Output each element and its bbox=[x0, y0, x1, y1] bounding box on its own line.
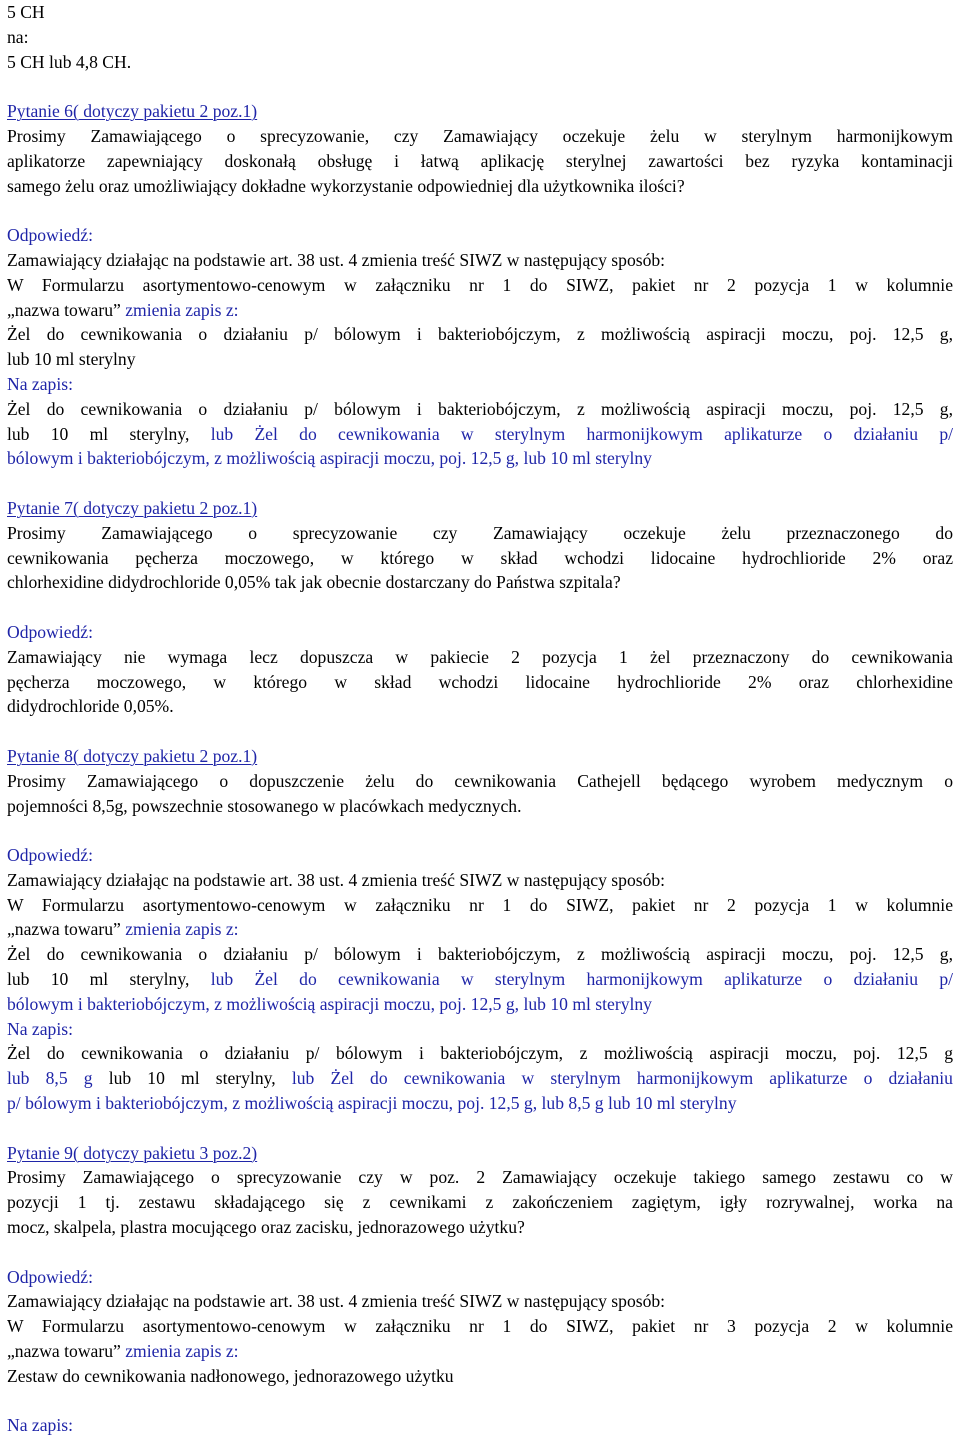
answer-text bbox=[7, 422, 953, 447]
spacer bbox=[7, 198, 953, 223]
question-heading bbox=[7, 1141, 953, 1166]
answer-text: W Formularzu asortymentowo-cenowym w załączniku nr 1 do SIWZ, pakiet nr 3 pozycja 2 w kolumnie bbox=[7, 1316, 953, 1337]
answer-text bbox=[7, 1339, 953, 1364]
spacer bbox=[7, 1389, 953, 1414]
column-name: „nazwa towaru” bbox=[7, 1341, 121, 1362]
added-text: p/ bólowym i bakteriobójczym, z możliwością aspiracji moczu, poj. 12,5 g, lub 8,5 g lub 10 ml sterylny bbox=[7, 1093, 737, 1114]
answer-text: Zamawiający działając na podstawie art. 38 ust. 4 zmienia treść SIWZ w następujący sposób: bbox=[7, 1291, 666, 1312]
question-6-heading: Pytanie 6( dotyczy pakietu 2 poz.1) bbox=[7, 101, 258, 122]
answer-text: Zestaw do cewnikowania nadłonowego, jednorazowego użytku bbox=[7, 1365, 454, 1386]
spacer bbox=[7, 471, 953, 496]
question-text: pozycji 1 tj. zestawu składającego się z cewnikami z zakończeniem zagiętym, igły rozrywalnej, worka na bbox=[7, 1192, 953, 1213]
answer-text: Żel do cewnikowania o działaniu p/ bólowym i bakteriobójczym, z możliwością aspiracji moczu, poj. 12,5 g bbox=[7, 1043, 953, 1064]
answer-text: didydrochloride 0,05%. bbox=[7, 696, 174, 717]
question-text: Prosimy Zamawiającego o sprecyzowanie, czy Zamawiający oczekuje żelu w sterylnym harmonijkowym bbox=[7, 125, 953, 146]
answer-text bbox=[7, 917, 953, 942]
spacer bbox=[7, 818, 953, 843]
spacer bbox=[7, 74, 953, 99]
added-text: bólowym i bakteriobójczym, z możliwością aspiracji moczu, poj. 12,5 g, lub 10 ml sterylny bbox=[7, 448, 652, 469]
answer-text: Żel do cewnikowania o działaniu p/ bólowym i bakteriobójczym, z możliwością aspiracji moczu, poj. 12,5 g, bbox=[7, 398, 953, 419]
question-text: samego żelu oraz umożliwiający dokładne wykorzystanie odpowiedniej dla użytkownika ilości? bbox=[7, 175, 685, 196]
answer-label: Odpowiedź: bbox=[7, 845, 93, 866]
added-text: lub Żel do cewnikowania w sterylnym harmonijkowym aplikaturze o działaniu p/ bbox=[210, 969, 954, 990]
column-name: „nazwa towaru” bbox=[7, 919, 121, 940]
answer-text: Zamawiający działając na podstawie art. 38 ust. 4 zmienia treść SIWZ w następujący sposób: bbox=[7, 249, 666, 270]
answer-text: W Formularzu asortymentowo-cenowym w załączniku nr 1 do SIWZ, pakiet nr 2 pozycja 1 w kolumnie bbox=[7, 894, 953, 915]
text-line: 5 CH bbox=[7, 2, 45, 22]
answer-text: Żel do cewnikowania o działaniu p/ bólowym i bakteriobójczym, z możliwością aspiracji moczu, poj. 12,5 g, bbox=[7, 944, 953, 965]
new-record-label: Na zapis: bbox=[7, 1018, 73, 1039]
column-name: „nazwa towaru” bbox=[7, 299, 121, 320]
answer-label: Odpowiedź: bbox=[7, 225, 93, 246]
added-text: bólowym i bakteriobójczym, z możliwością aspiracji moczu, poj. 12,5 g, lub 10 ml sterylny bbox=[7, 993, 652, 1014]
answer-fragment: lub 10 ml sterylny, bbox=[7, 423, 190, 444]
answer-text: W Formularzu asortymentowo-cenowym w załączniku nr 1 do SIWZ, pakiet nr 2 pozycja 1 w kolumnie bbox=[7, 274, 953, 295]
answer-text: lub 10 ml sterylny bbox=[7, 349, 136, 370]
spacer bbox=[7, 1116, 953, 1141]
answer-text: pęcherza moczowego, w którego w skład wchodzi lidocaine hydrochlioride 2% oraz chlorhexidine bbox=[7, 671, 953, 692]
added-text: lub Żel do cewnikowania w sterylnym harmonijkowym aplikaturze o działaniu bbox=[291, 1068, 953, 1089]
question-text: mocz, skalpela, plastra mocującego oraz zacisku, jednorazowego użytku? bbox=[7, 1217, 525, 1238]
question-heading bbox=[7, 99, 953, 124]
question-9-heading: Pytanie 9( dotyczy pakietu 3 poz.2) bbox=[7, 1142, 258, 1163]
added-text: lub 8,5 g bbox=[7, 1068, 93, 1089]
spacer bbox=[7, 719, 953, 744]
text-line: na: bbox=[7, 26, 29, 47]
answer-text bbox=[7, 298, 953, 323]
question-text: chlorhexidine didydrochloride 0,05% tak jak obecnie dostarczany do Państwa szpitala? bbox=[7, 572, 621, 593]
question-text: Prosimy Zamawiającego o dopuszczenie żelu do cewnikowania Cathejell będącego wyrobem medycznym o bbox=[7, 770, 953, 791]
answer-text: Zamawiający działając na podstawie art. 38 ust. 4 zmienia treść SIWZ w następujący sposób: bbox=[7, 869, 666, 890]
change-label: zmienia zapis z: bbox=[125, 1341, 239, 1362]
question-text: pojemności 8,5g, powszechnie stosowanego w placówkach medycznych. bbox=[7, 795, 522, 816]
spacer bbox=[7, 595, 953, 620]
change-label: zmienia zapis z: bbox=[125, 299, 239, 320]
new-record-label: Na zapis: bbox=[7, 373, 73, 394]
spacer bbox=[7, 1240, 953, 1265]
answer-fragment: lub 10 ml sterylny, bbox=[108, 1068, 276, 1089]
answer-text bbox=[7, 967, 953, 992]
question-heading bbox=[7, 744, 953, 769]
answer-text: Zamawiający nie wymaga lecz dopuszcza w pakiecie 2 pozycja 1 żel przeznaczony do cewnikowania bbox=[7, 646, 953, 667]
question-text: aplikatorze zapewniający doskonałą obsługę i łatwą aplikację sterylnej zawartości bez ryzyka kontaminacji bbox=[7, 150, 953, 171]
added-text: lub Żel do cewnikowania w sterylnym harmonijkowym aplikaturze o działaniu p/ bbox=[210, 423, 954, 444]
change-label: zmienia zapis z: bbox=[125, 919, 239, 940]
answer-text: Żel do cewnikowania o działaniu p/ bólowym i bakteriobójczym, z możliwością aspiracji moczu, poj. 12,5 g, bbox=[7, 324, 953, 345]
question-text: cewnikowania pęcherza moczowego, w którego w skład wchodzi lidocaine hydrochlioride 2% oraz bbox=[7, 547, 953, 568]
new-record-label: Na zapis: bbox=[7, 1415, 73, 1436]
answer-fragment: lub 10 ml sterylny, bbox=[7, 969, 190, 990]
question-7-heading: Pytanie 7( dotyczy pakietu 2 poz.1) bbox=[7, 497, 258, 518]
text-line: 5 CH lub 4,8 CH. bbox=[7, 51, 132, 72]
answer-text bbox=[7, 1066, 953, 1091]
question-heading bbox=[7, 496, 953, 521]
question-text: Prosimy Zamawiającego o sprecyzowanie czy Zamawiający oczekuje żelu przeznaczonego do bbox=[7, 522, 953, 543]
answer-label: Odpowiedź: bbox=[7, 621, 93, 642]
question-text: Prosimy Zamawiającego o sprecyzowanie czy w poz. 2 Zamawiający oczekuje takiego samego zestawu co w bbox=[7, 1167, 953, 1188]
question-8-heading: Pytanie 8( dotyczy pakietu 2 poz.1) bbox=[7, 745, 258, 766]
answer-label: Odpowiedź: bbox=[7, 1266, 93, 1287]
